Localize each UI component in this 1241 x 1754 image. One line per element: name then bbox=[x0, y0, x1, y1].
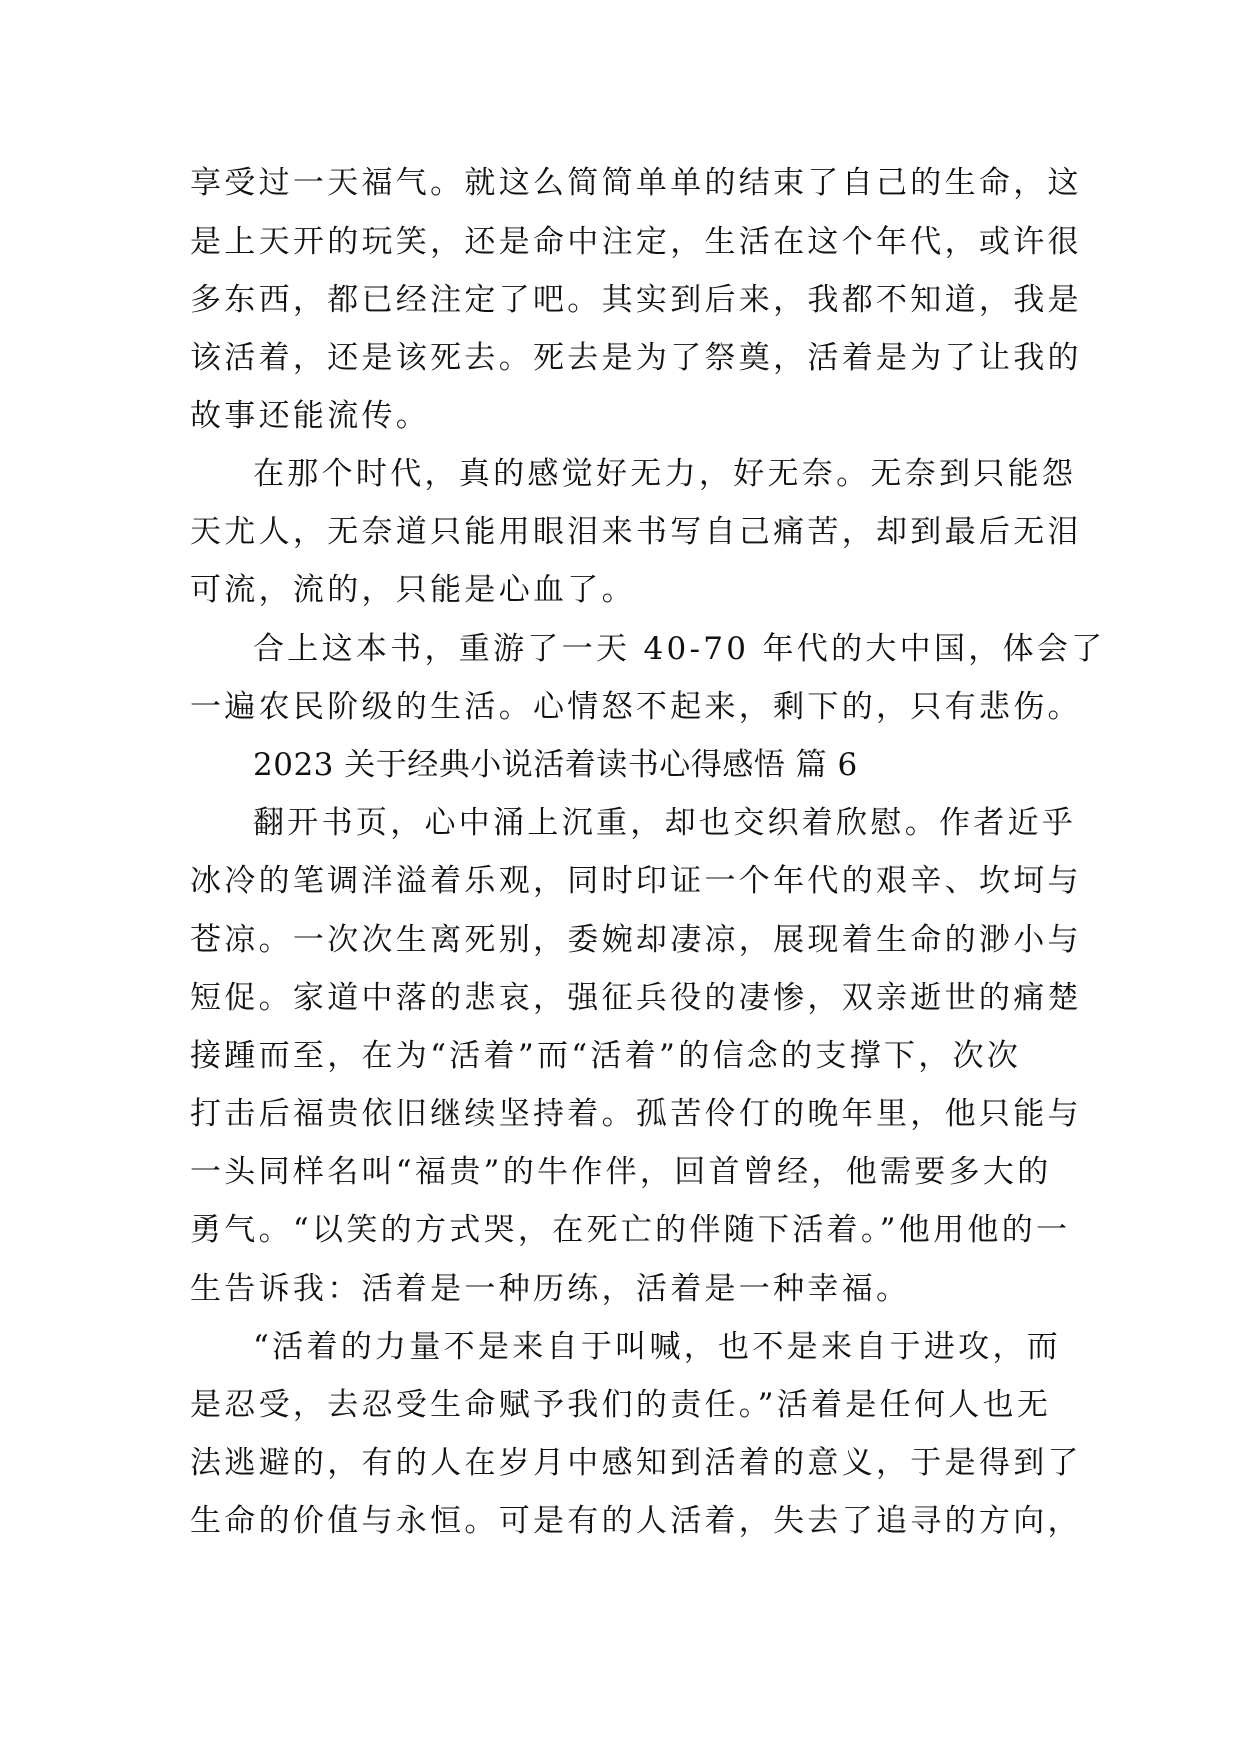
text-line: 打击后福贵依旧继续坚持着。孤苦伶仃的晚年里，他只能与 bbox=[190, 1096, 1082, 1132]
text-line: 天尤人，无奈道只能用眼泪来书写自己痛苦，却到最后无泪 bbox=[190, 514, 1082, 550]
text-line: 生告诉我：活着是一种历练，活着是一种幸福。 bbox=[190, 1271, 911, 1307]
text-line: 接踵而至，在为“活着”而“活着”的信念的支撑下，次次 bbox=[190, 1038, 1022, 1074]
text-line: 多东西，都已经注定了吧。其实到后来，我都不知道，我是 bbox=[190, 282, 1082, 318]
text-line: 勇气。“以笑的方式哭，在死亡的伴随下活着。”他用他的一 bbox=[190, 1212, 1071, 1248]
text-line: 该活着，还是该死去。死去是为了祭奠，活着是为了让我的 bbox=[190, 340, 1082, 376]
text-line: 法逃避的，有的人在岁月中感知到活着的意义，于是得到了 bbox=[190, 1445, 1082, 1481]
text-line: 是忍受，去忍受生命赋予我们的责任。”活着是任何人也无 bbox=[190, 1387, 1052, 1423]
paragraph-start-line: “活着的力量不是来自于叫喊，也不是来自于进攻，而 bbox=[253, 1329, 1062, 1365]
text-line: 一头同样名叫“福贵”的牛作伴，回首曾经，他需要多大的 bbox=[190, 1154, 1052, 1190]
text-line: 一遍农民阶级的生活。心情怒不起来，剩下的，只有悲伤。 bbox=[190, 689, 1082, 725]
paragraph-start-line: 在那个时代，真的感觉好无力，好无奈。无奈到只能怨 bbox=[253, 456, 1077, 492]
section-heading: 2023 关于经典小说活着读书心得感悟 篇 6 bbox=[253, 747, 858, 783]
text-line: 生命的价值与永恒。可是有的人活着，失去了追寻的方向， bbox=[190, 1503, 1082, 1539]
text-line: 享受过一天福气。就这么简简单单的结束了自己的生命，这 bbox=[190, 165, 1082, 201]
text-line: 冰冷的笔调洋溢着乐观，同时印证一个年代的艰辛、坎坷与 bbox=[190, 863, 1082, 899]
text-line: 苍凉。一次次生离死别，委婉却凄凉，展现着生命的渺小与 bbox=[190, 922, 1082, 958]
text-line: 故事还能流传。 bbox=[190, 398, 431, 434]
paragraph-start-line: 合上这本书，重游了一天 40-70 年代的大中国，体会了 bbox=[253, 631, 1106, 667]
text-line: 是上天开的玩笑，还是命中注定，生活在这个年代，或许很 bbox=[190, 224, 1082, 260]
text-line: 短促。家道中落的悲哀，强征兵役的凄惨，双亲逝世的痛楚 bbox=[190, 980, 1082, 1016]
paragraph-start-line: 翻开书页，心中涌上沉重，却也交织着欣慰。作者近乎 bbox=[253, 805, 1077, 841]
text-line: 可流，流的，只能是心血了。 bbox=[190, 572, 636, 608]
